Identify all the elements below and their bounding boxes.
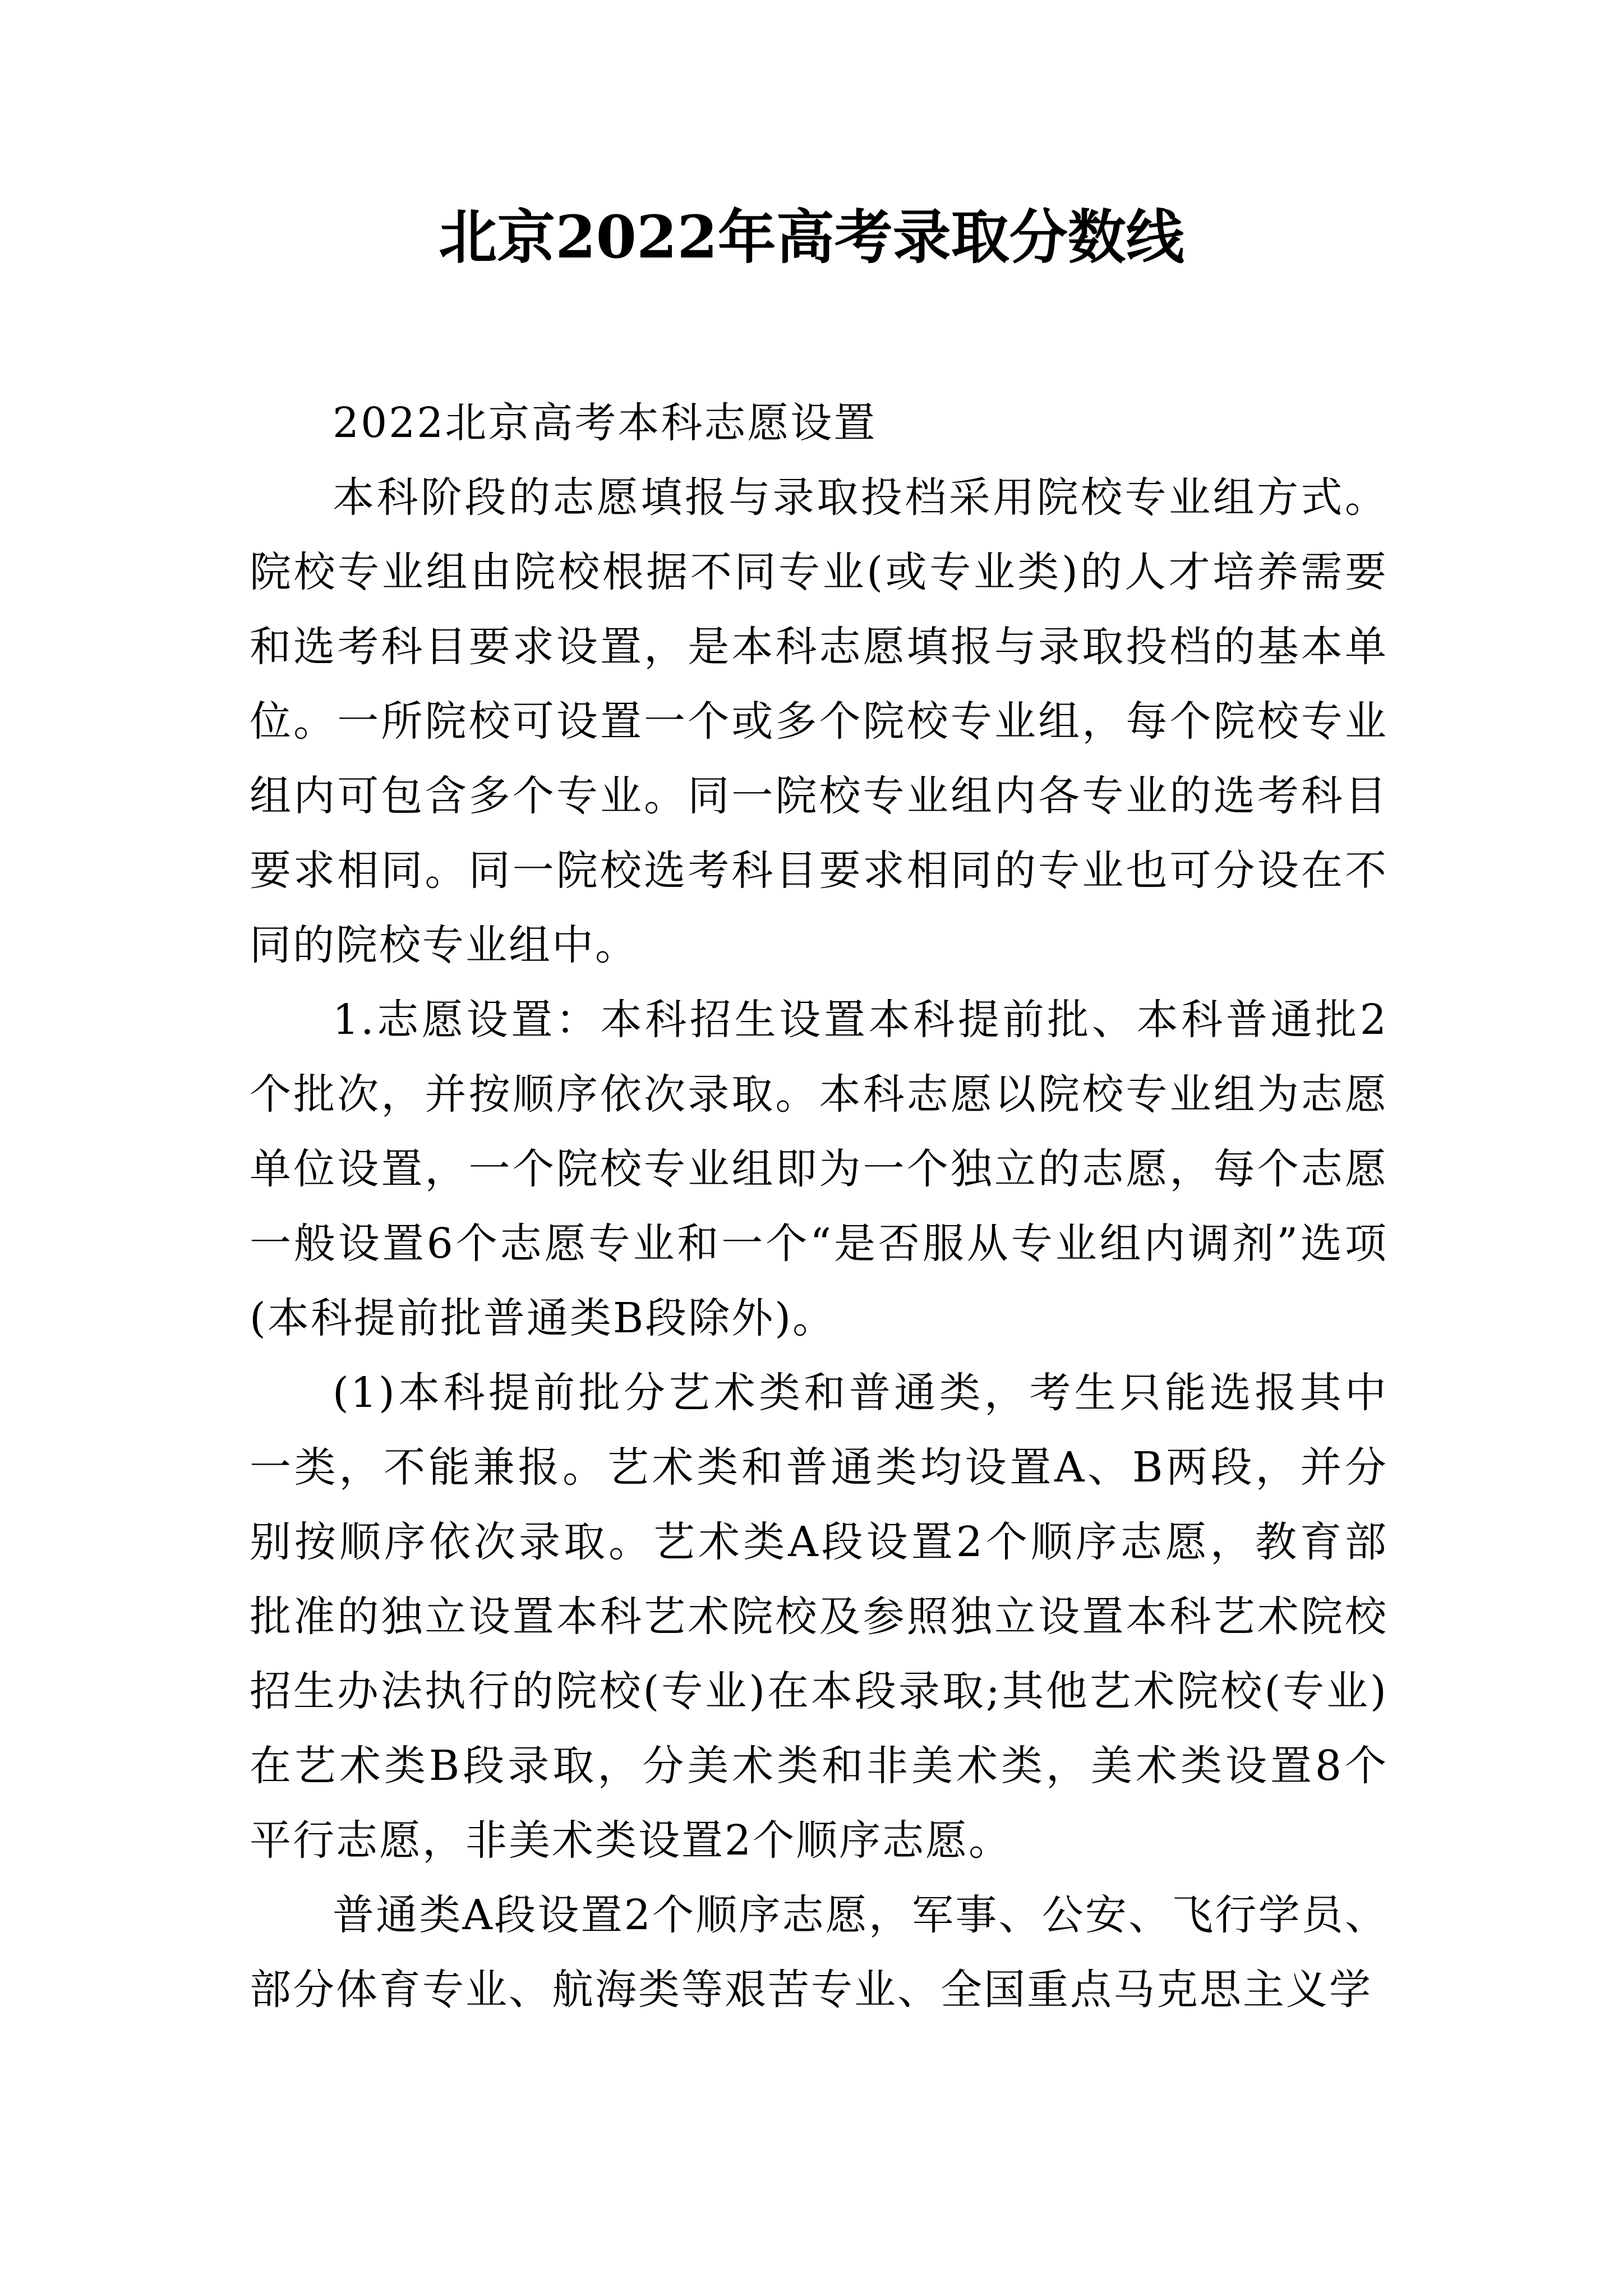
paragraph-general-a-section: 普通类A段设置2个顺序志愿，军事、公安、飞行学员、部分体育专业、航海类等艰苦专业、全国重点马克思主义学: [250, 1891, 1388, 2014]
paragraph-intro: 本科阶段的志愿填报与录取投档采用院校专业组方式。院校专业组由院校根据不同专业(或专业类)的人才培养需要和选考科目要求设置，是本科志愿填报与录取投档的基本单位。一所院校可设置一个或多个院校专业组，每个院校专业组内可包含多个专业。同一院校专业组内各专业的选考科目要求相同。同一院校选考科目要求相同的专业也可分设在不同的院校专业组中。: [250, 473, 1388, 969]
paragraph-early-batch: (1)本科提前批分艺术类和普通类，考生只能选报其中一类，不能兼报。艺术类和普通类均设置A、B两段，并分别按顺序依次录取。艺术类A段设置2个顺序志愿，教育部批准的独立设置本科艺术院校及参照独立设置本科艺术院校招生办法执行的院校(专业)在本段录取;其他艺术院校(专业)在艺术类B段录取，分美术类和非美术类，美术类设置8个平行志愿，非美术类设置2个顺序志愿。: [250, 1369, 1388, 1865]
document-title: 北京2022年高考录取分数线: [439, 203, 1184, 272]
paragraph-volunteer-setting: 1.志愿设置：本科招生设置本科提前批、本科普通批2个批次，并按顺序依次录取。本科志愿以院校专业组为志愿单位设置，一个院校专业组即为一个独立的志愿，每个志愿一般设置6个志愿专业和一个“是否服从专业组内调剂”选项(本科提前批普通类B段除外)。: [250, 996, 1388, 1342]
section-heading: 2022北京高考本科志愿设置: [333, 399, 877, 447]
document-body: [250, 386, 1388, 2027]
